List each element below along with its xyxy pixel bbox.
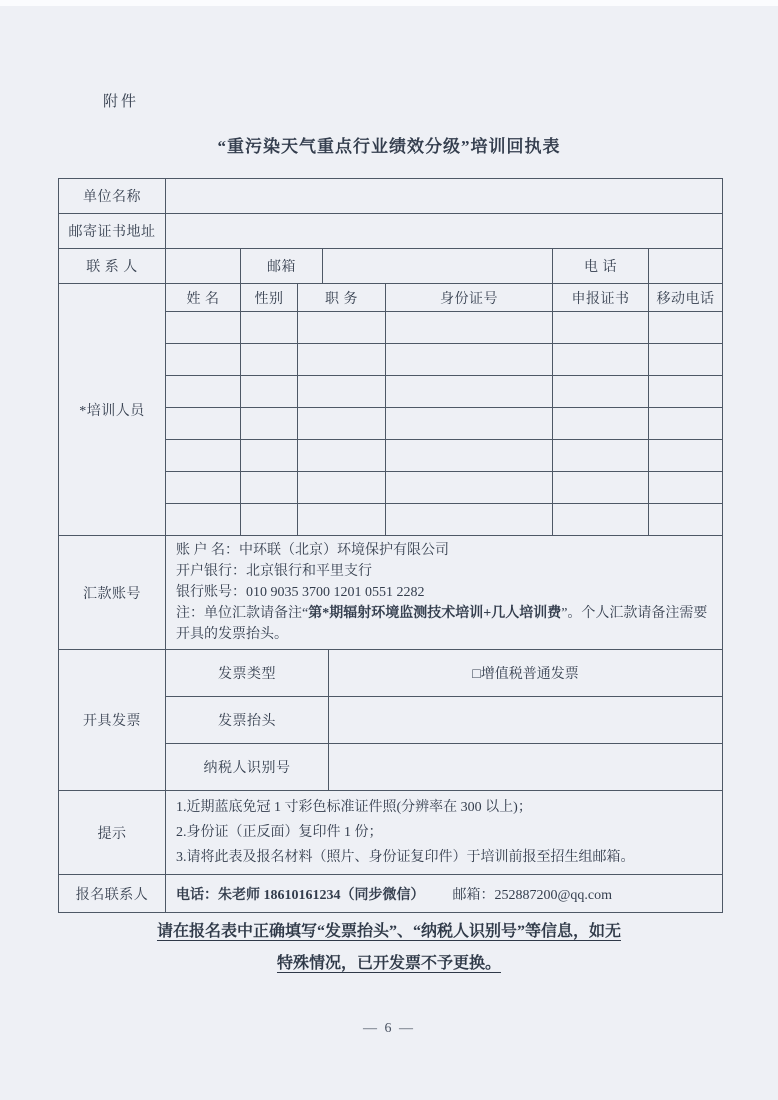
personnel-cell [298, 440, 386, 472]
registration-contact-details [166, 875, 723, 913]
mail-address-label: 邮寄证书地址 [59, 214, 166, 249]
personnel-cell [241, 440, 298, 472]
invoice-type-row [59, 650, 723, 697]
contact-person-row [59, 249, 723, 284]
personnel-cell [649, 440, 723, 472]
attachment-label: 附件 [103, 94, 140, 110]
tips-row [59, 791, 723, 875]
footer-warning [0, 916, 778, 980]
personnel-cell [386, 440, 553, 472]
personnel-cell [298, 344, 386, 376]
remittance-account-name: 账 户 名：中环联（北京）环境保护有限公司 [176, 543, 449, 558]
personnel-cell [553, 440, 649, 472]
invoice-title-input-cell [329, 697, 723, 744]
personnel-cell [553, 504, 649, 536]
phone-input-cell [649, 249, 723, 284]
personnel-cell [649, 344, 723, 376]
personnel-cell [386, 472, 553, 504]
invoice-type-label: 发票类型 [166, 650, 329, 697]
registration-contact-email: 邮箱：252887200@qq.com [452, 887, 612, 903]
tips-label: 提示 [59, 791, 166, 875]
tip-item: 3.请将此表及报名材料（照片、身份证复印件）于培训前报至招生组邮箱。 [176, 850, 635, 865]
personnel-cell [298, 408, 386, 440]
personnel-header-position: 职 务 [298, 284, 386, 312]
mail-address-input-cell [166, 214, 723, 249]
personnel-cell [649, 376, 723, 408]
personnel-cell [241, 504, 298, 536]
footer-warning-line1: 请在报名表中正确填写“发票抬头”、“纳税人识别号”等信息，如无 [156, 923, 621, 940]
personnel-header-gender: 性别 [241, 284, 298, 312]
remittance-note-prefix: 注：单位汇款请备注“ [176, 606, 309, 621]
tips-list [166, 791, 723, 875]
remittance-note-suffix: ”。个人汇款请备注需要开具的发票抬头。 [176, 606, 708, 642]
footer-warning-line2: 特殊情况，已开发票不予更换。 [276, 955, 501, 972]
invoice-type-value: 增值税普通发票 [480, 667, 579, 682]
personnel-cell [386, 408, 553, 440]
personnel-cell [553, 472, 649, 504]
personnel-cell [386, 504, 553, 536]
remittance-note [176, 603, 712, 645]
unit-name-label: 单位名称 [59, 179, 166, 214]
page-title: “重污染天气重点行业绩效分级”培训回执表 [217, 137, 561, 156]
page-number: — 6 — [363, 1021, 415, 1036]
invoice-title-label: 发票抬头 [166, 697, 329, 744]
personnel-cell [386, 344, 553, 376]
trainees-label: *培训人员 [59, 284, 166, 536]
personnel-cell [553, 312, 649, 344]
remittance-label: 汇款账号 [59, 536, 166, 650]
unit-name-input-cell [166, 179, 723, 214]
personnel-header-row [59, 284, 723, 312]
registration-contact-phone: 电话：朱老师 18610161234（同步微信） [176, 887, 425, 903]
personnel-cell [166, 504, 241, 536]
checkbox-icon: □ [472, 667, 481, 682]
remittance-bank: 开户银行：北京银行和平里支行 [176, 564, 372, 579]
personnel-cell [166, 344, 241, 376]
personnel-cell [649, 504, 723, 536]
personnel-header-certificate: 申报证书 [553, 284, 649, 312]
contact-person-label: 联 系 人 [59, 249, 166, 284]
remittance-note-bold: 第*期辐射环境监测技术培训+几人培训费 [308, 606, 562, 621]
invoice-label: 开具发票 [59, 650, 166, 791]
phone-label: 电 话 [553, 249, 649, 284]
remittance-row [59, 536, 723, 650]
reply-form-table [58, 178, 723, 913]
personnel-cell [241, 312, 298, 344]
personnel-cell [553, 344, 649, 376]
personnel-cell [241, 408, 298, 440]
personnel-cell [553, 408, 649, 440]
contact-person-input-cell [166, 249, 241, 284]
personnel-header-mobile: 移动电话 [649, 284, 723, 312]
personnel-cell [241, 344, 298, 376]
taxpayer-id-input-cell [329, 744, 723, 791]
personnel-cell [649, 408, 723, 440]
personnel-cell [166, 312, 241, 344]
tip-item: 2.身份证（正反面）复印件 1 份； [176, 825, 383, 840]
invoice-type-value-cell [329, 650, 723, 697]
personnel-cell [649, 472, 723, 504]
tip-item: 1.近期蓝底免冠 1 寸彩色标准证件照(分辨率在 300 以上)； [176, 800, 532, 815]
personnel-cell [241, 376, 298, 408]
personnel-header-name: 姓 名 [166, 284, 241, 312]
registration-contact-row [59, 875, 723, 913]
personnel-cell [166, 376, 241, 408]
remittance-details [166, 536, 723, 650]
personnel-cell [298, 312, 386, 344]
personnel-cell [298, 472, 386, 504]
taxpayer-id-label: 纳税人识别号 [166, 744, 329, 791]
personnel-cell [166, 408, 241, 440]
personnel-cell [298, 504, 386, 536]
personnel-cell [166, 472, 241, 504]
personnel-cell [553, 376, 649, 408]
remittance-account-number: 银行账号：010 9035 3700 1201 0551 2282 [176, 585, 425, 600]
email-input-cell [323, 249, 553, 284]
unit-name-row [59, 179, 723, 214]
personnel-cell [649, 312, 723, 344]
email-label: 邮箱 [241, 249, 323, 284]
personnel-cell [386, 376, 553, 408]
personnel-cell [166, 440, 241, 472]
personnel-cell [298, 376, 386, 408]
personnel-cell [386, 312, 553, 344]
personnel-cell [241, 472, 298, 504]
personnel-header-id-number: 身份证号 [386, 284, 553, 312]
mail-address-row [59, 214, 723, 249]
registration-contact-label: 报名联系人 [59, 875, 166, 913]
